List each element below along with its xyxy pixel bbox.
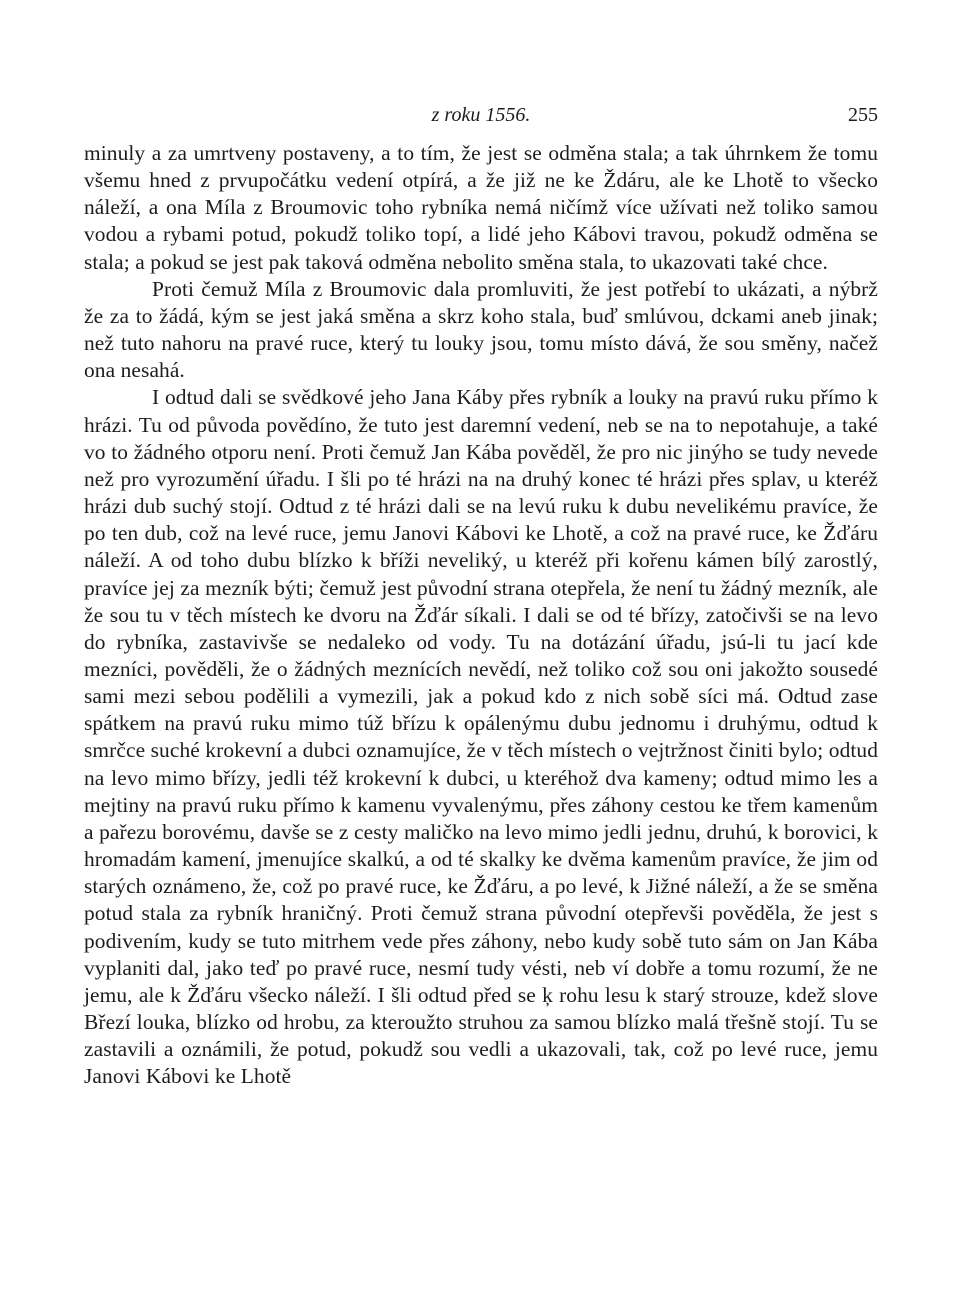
running-title: z roku 1556. [431, 104, 531, 126]
page-header [84, 100, 878, 130]
body-text [84, 140, 878, 1090]
paragraph-continuation: minuly a za umrtveny postaveny, a to tím, že jest se odměna stala; a tak úhrnkem že tomu všemu hned z prvupočátku vedení otpírá, a že již ne ke Ždáru, ale ke Lhotě to všecko náleží, a ona Míla z Broumovic toho rybníka nemá ničímž více užívati než toliko samou vodou a rybami potud, pokudž toliko topí, a lidé jeho Kábovi travou, pokudž odměna se stala; a pokud se jest pak taková odměna nebolito směna stala, to ukazovati také chce. [84, 141, 878, 274]
page-number: 255 [848, 104, 878, 126]
paragraph: Proti čemuž Míla z Broumovic dala promluviti, že jest potřebí to ukázati, a nýbrž že za to žádá, kým se jest jaká směna a skrz koho stala, buď smlúvou, dckami aneb jinak; než tuto nahoru na pravé ruce, který tu louky jsou, tomu místo dává, že sou směny, načež ona nesahá. [84, 276, 878, 383]
paragraph: I odtud dali se svědkové jeho Jana Káby přes rybník a louky na pravú ruku přímo k hrázi. Tu od původa povědíno, že tuto jest daremní vedení, neb se na to nepotahuje, a také vo to žádného otporu není. Proti čemuž Jan Kába pověděl, že pro nic jinýho se tudy nevede než pro vyrozumění úřadu. I šli po té hrázi na na druhý konec té hrázi přes splav, u kteréž hrázi dub suchý stojí. Odtud z té hrázi dali se na levú ruku k dubu nevelikému pravíce, že po ten dub, což na levé ruce, jemu Janovi Kábovi ke Lhotě, a což na pravé ruce, ke Žďáru náleží. A od toho dubu blízko k bříži neveliký, u kteréž při kořenu kámen bílý zarostlý, pravíce jej za mezník býti; čemuž jest původní strana otepřela, že není tu žádný mezník, ale že sou tu v těch místech ke dvoru na Žďár síkali. I dali se od té břízy, zatočivši se na levo do rybníka, zastavivše se nedaleko od vody. Tu na dotázání úřadu, jsú-li tu jací kde mezníci, pověděli, že o žádných meznících nevědí, než toliko což sou oni jakožto sousedé sami mezi sebou podělili a vymezili, jak a pokud kdo z nich sobě síci má. Odtud zase spátkem na pravú ruku mimo túž břízu k opálenýmu dubu jednomu i druhýmu, odtud k smrčce suché krokevní a dubci oznamujíce, že v těch místech o vejtržnost činiti bylo; odtud na levo mimo břízy, jedli též krokevní k dubci, u kteréhož dva kameny; odtud mimo les a mejtiny na pravú ruku přímo k kamenu vyvalenýmu, přes záhony cestou ke třem kamenům a pařezu borovému, davše se z cesty maličko na levo mimo jedli jednu, druhú, k borovici, k hromadám kamení, jmenujíce skalkú, a od té skalky ke dvěma kamenům pravíce, že jim od starých oznámeno, že, což po pravé ruce, ke Žďáru, a po levé, k Jižné náleží, a že se směna potud stala za rybník hraničný. Proti čemuž strana původní otepřevši pověděla, že jest s podivením, kudy se tuto mitrhem vede přes záhony, nebo kudy sobě tuto sám on Jan Kába vyplaniti dal, jako teď po pravé ruce, nesmí tudy vésti, neb ví dobře a tomu rozumí, že ne jemu, ale k Žďáru všecko náleží. I šli odtud před se ķ rohu lesu k starý strouze, kdež slove Březí louka, blízko od hrobu, za kteroužto struhou za samou blízko malá třešně stojí. Tu se zastavili a oznámili, že potud, pokudž sou vedli a ukazovali, tak, což po levé ruce, jemu Janovi Kábovi ke Lhotě [84, 385, 878, 1089]
